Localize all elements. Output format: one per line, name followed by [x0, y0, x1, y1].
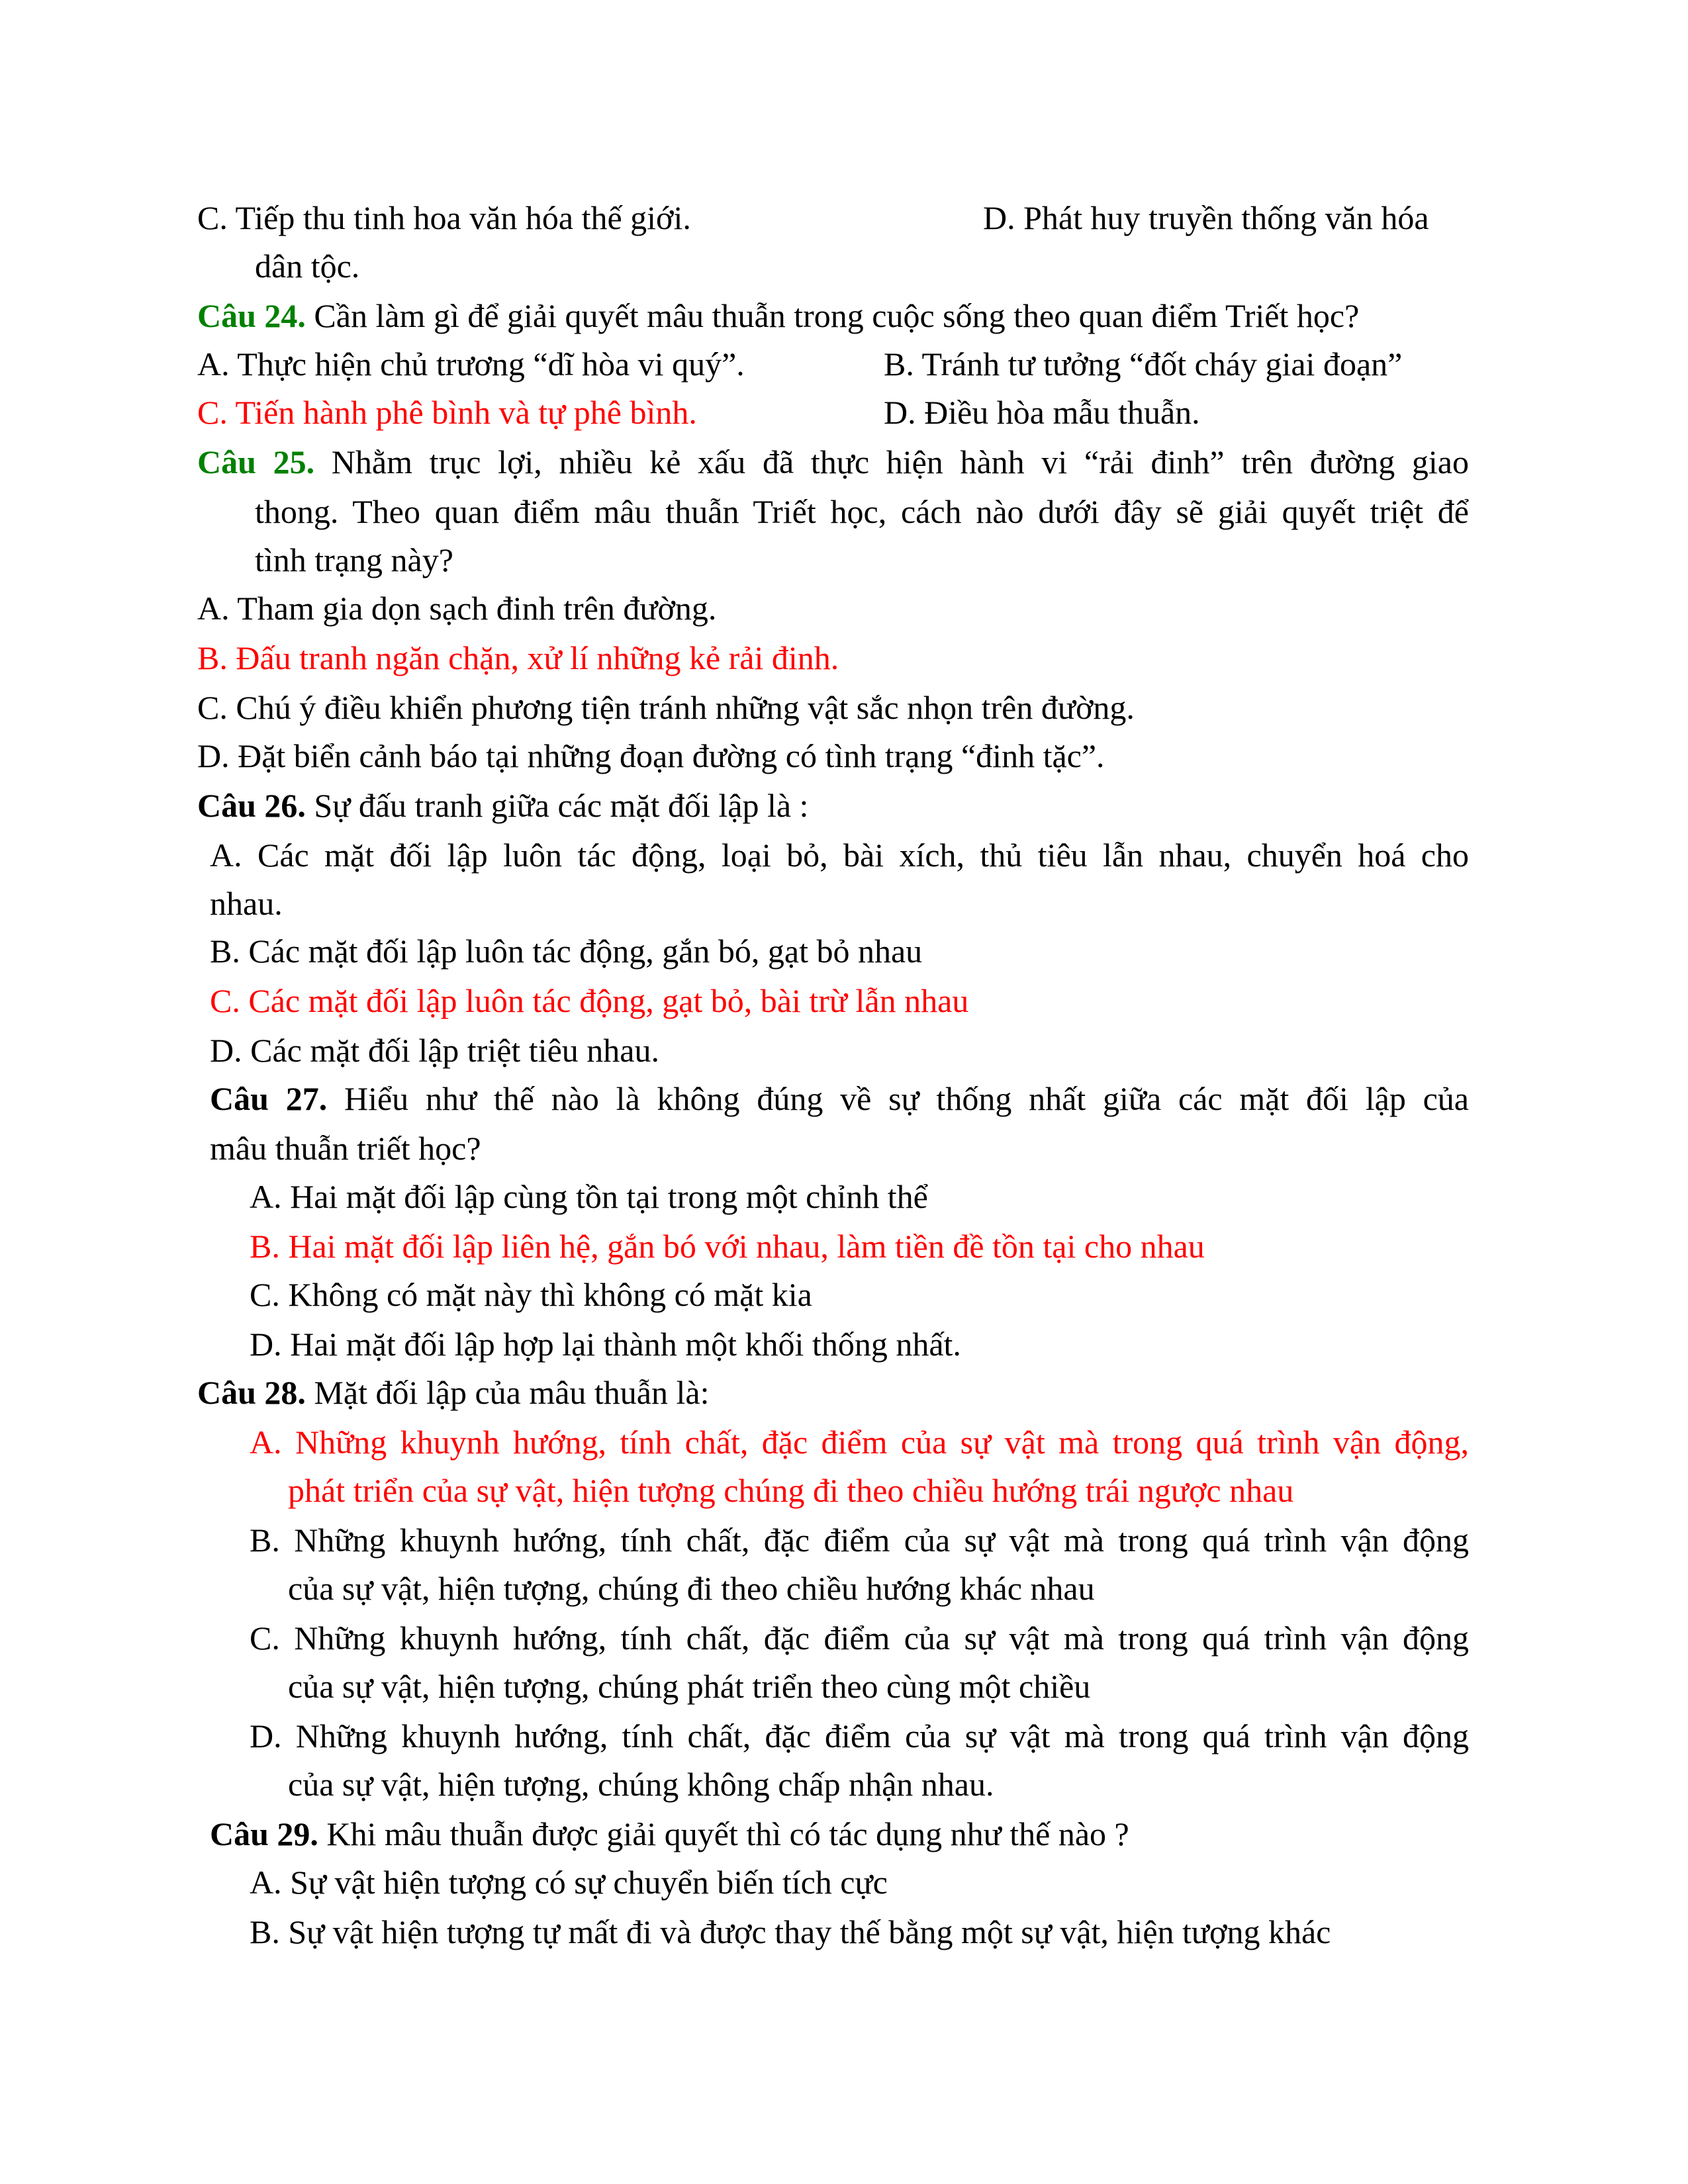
- option-a-continued: phát triển của sự vật, hiện tượng chúng đi theo chiều hướng trái ngược nhau: [288, 1472, 1294, 1509]
- option-d: D. Các mặt đối lập triệt tiêu nhau.: [210, 1032, 659, 1069]
- question-label: Câu 29.: [210, 1815, 318, 1852]
- question-label: Câu 26.: [197, 787, 306, 824]
- question-text: Sự đấu tranh giữa các mặt đối lập là :: [305, 787, 809, 824]
- option-a: A. Sự vật hiện tượng có sự chuyển biến tích cực: [250, 1864, 888, 1901]
- option-b-correct: B. Đấu tranh ngăn chặn, xử lí những kẻ rải đinh.: [197, 639, 839, 676]
- option-b: B. Tránh tư tưởng “đốt cháy giai đoạn”: [884, 345, 1403, 383]
- option-b-continued: của sự vật, hiện tượng, chúng đi theo chiều hướng khác nhau: [288, 1570, 1095, 1607]
- question-text-continued: thong. Theo quan điểm mâu thuẫn Triết học, cách nào dưới đây sẽ giải quyết triệt để: [255, 493, 1469, 530]
- option-d: D. Phát huy truyền thống văn hóa: [983, 199, 1429, 236]
- option-c-continued: của sự vật, hiện tượng, chúng phát triển theo cùng một chiều: [288, 1668, 1091, 1705]
- question-text: Nhằm trục lợi, nhiều kẻ xấu đã thực hiện hành vi “rải đinh” trên đường giao: [314, 443, 1469, 480]
- option-c: C. Những khuynh hướng, tính chất, đặc điểm của sự vật mà trong quá trình vận động: [250, 1619, 1469, 1657]
- question-25: [197, 437, 1469, 486]
- option-a: A. Các mặt đối lập luôn tác động, loại bỏ, bài xích, thủ tiêu lẫn nhau, chuyển hoá cho: [210, 837, 1469, 874]
- option-c: C. Không có mặt này thì không có mặt kia: [250, 1276, 812, 1313]
- question-text: Cần làm gì để giải quyết mâu thuẫn trong cuộc sống theo quan điểm Triết học?: [305, 297, 1360, 334]
- question-29: [210, 1809, 1129, 1858]
- option-c: C. Chú ý điều khiển phương tiện tránh những vật sắc nhọn trên đường.: [197, 689, 1135, 726]
- option-a: A. Thực hiện chủ trương “dĩ hòa vi quý”.: [197, 345, 745, 383]
- question-label: Câu 27.: [210, 1080, 328, 1117]
- question-label: Câu 24.: [197, 297, 306, 334]
- option-c-correct: C. Tiến hành phê bình và tự phê bình.: [197, 394, 697, 431]
- question-text-continued: tình trạng này?: [255, 541, 453, 578]
- option-d-continued: dân tộc.: [255, 248, 360, 285]
- option-b-correct: B. Hai mặt đối lập liên hệ, gắn bó với nhau, làm tiền đề tồn tại cho nhau: [250, 1228, 1205, 1265]
- option-b: B. Các mặt đối lập luôn tác động, gắn bó, gạt bỏ nhau: [210, 933, 923, 970]
- option-d: D. Những khuynh hướng, tính chất, đặc điểm của sự vật mà trong quá trình vận động: [250, 1717, 1469, 1754]
- question-24: [197, 291, 1359, 340]
- option-a: A. Hai mặt đối lập cùng tồn tại trong một chỉnh thể: [250, 1178, 928, 1215]
- option-d: D. Đặt biển cảnh báo tại những đoạn đường có tình trạng “đinh tặc”.: [197, 737, 1105, 774]
- option-a-continued: nhau.: [210, 885, 283, 922]
- option-c-correct: C. Các mặt đối lập luôn tác động, gạt bỏ, bài trừ lẫn nhau: [210, 982, 969, 1019]
- option-d-continued: của sự vật, hiện tượng, chúng không chấp nhận nhau.: [288, 1766, 994, 1803]
- option-d: D. Hai mặt đối lập hợp lại thành một khối thống nhất.: [250, 1326, 961, 1363]
- option-d: D. Điều hòa mẫu thuẫn.: [884, 394, 1200, 431]
- option-a: A. Tham gia dọn sạch đinh trên đường.: [197, 590, 717, 627]
- option-c: C. Tiếp thu tinh hoa văn hóa thế giới.: [197, 199, 691, 236]
- option-b: B. Sự vật hiện tượng tự mất đi và được thay thế bằng một sự vật, hiện tượng khác: [250, 1913, 1331, 1950]
- question-text: Hiểu như thế nào là không đúng về sự thống nhất giữa các mặt đối lập của: [327, 1080, 1469, 1117]
- question-text-continued: mâu thuẫn triết học?: [210, 1130, 481, 1167]
- question-26: [197, 781, 808, 830]
- question-label: Câu 25.: [197, 443, 315, 480]
- question-28: [197, 1368, 709, 1417]
- option-b: B. Những khuynh hướng, tính chất, đặc điểm của sự vật mà trong quá trình vận động: [250, 1522, 1469, 1559]
- question-text: Mặt đối lập của mâu thuẫn là:: [305, 1374, 710, 1411]
- option-a-correct: A. Những khuynh hướng, tính chất, đặc điểm của sự vật mà trong quá trình vận động,: [250, 1424, 1469, 1461]
- question-27: [210, 1074, 1469, 1123]
- question-label: Câu 28.: [197, 1374, 306, 1411]
- question-text: Khi mâu thuẫn được giải quyết thì có tác dụng như thế nào ?: [318, 1815, 1129, 1852]
